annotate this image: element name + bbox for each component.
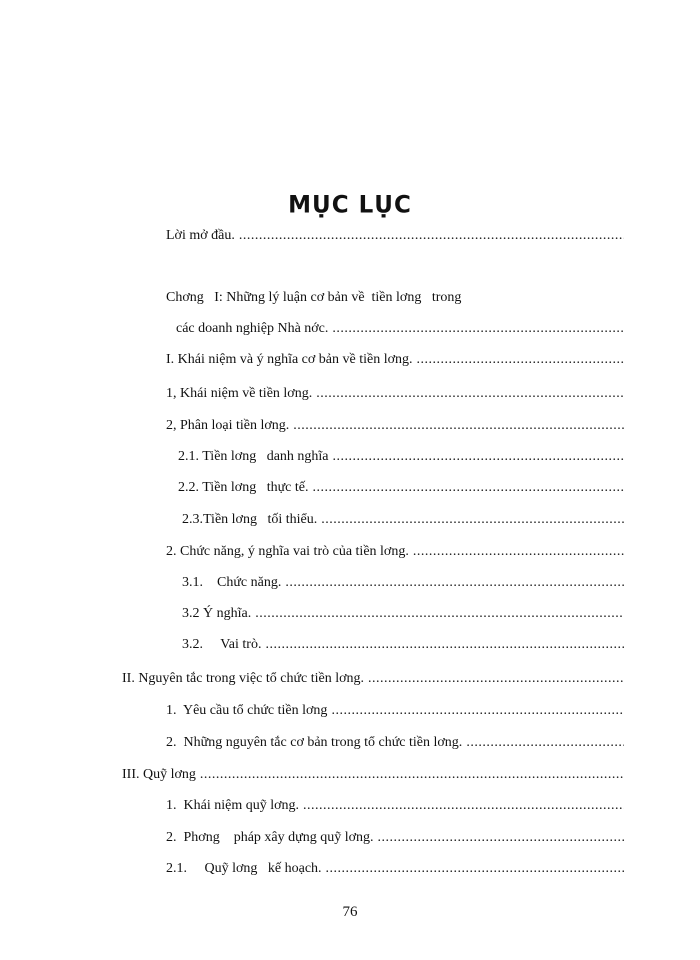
toc-entry bbox=[166, 417, 624, 435]
toc-entry bbox=[122, 670, 624, 688]
toc-entry-label: 2. Chức năng, ý nghĩa vai trò của tiền lơng. bbox=[166, 544, 409, 559]
toc-entry bbox=[166, 860, 624, 878]
toc-leader-dots bbox=[333, 448, 624, 466]
toc-leader-dots bbox=[332, 320, 624, 338]
toc-entry-intro bbox=[166, 227, 624, 245]
page-title: MỤC LỤC bbox=[288, 191, 412, 219]
toc-entry-label: 2.3.Tiền lơng tối thiểu. bbox=[182, 512, 318, 527]
toc-entry bbox=[166, 829, 624, 847]
toc-entry-chapter bbox=[176, 320, 624, 338]
toc-leader-dots bbox=[313, 479, 625, 497]
toc-entry bbox=[182, 636, 624, 654]
toc-entry-label: III. Quỹ lơng bbox=[122, 767, 196, 782]
toc-entry bbox=[166, 734, 624, 752]
chapter-heading-line1: Chơng I: Những lý luận cơ bản về tiền lơng trong bbox=[166, 290, 462, 305]
toc-leader-dots bbox=[303, 797, 624, 815]
toc-entry-label: 3.2. Vai trò. bbox=[182, 637, 262, 652]
toc-entry-label: 1. Khái niệm quỹ lơng. bbox=[166, 798, 299, 813]
page-number: 76 bbox=[342, 904, 358, 920]
toc-entry bbox=[182, 605, 624, 623]
toc-entry bbox=[182, 511, 624, 529]
toc-leader-dots bbox=[417, 351, 624, 369]
toc-entry-label: 3.2 Ý nghĩa. bbox=[182, 606, 252, 621]
toc-leader-dots bbox=[239, 227, 624, 245]
toc-entry bbox=[166, 351, 624, 369]
toc-entry bbox=[166, 797, 624, 815]
toc-leader-dots bbox=[378, 829, 625, 847]
toc-entry-label: 3.1. Chức năng. bbox=[182, 575, 282, 590]
toc-leader-dots bbox=[255, 605, 624, 623]
toc-entry-label: 2.1. Quỹ lơng kế hoạch. bbox=[166, 861, 322, 876]
toc-entry-label: I. Khái niệm và ý nghĩa cơ bản về tiền lơng. bbox=[166, 352, 413, 367]
toc-leader-dots bbox=[326, 860, 624, 878]
toc-entry-label: 1. Yêu cầu tổ chức tiền lơng bbox=[166, 703, 328, 718]
toc-leader-dots bbox=[331, 702, 624, 720]
toc-leader-dots bbox=[265, 636, 624, 654]
toc-leader-dots bbox=[200, 766, 624, 784]
toc-entry bbox=[122, 766, 624, 784]
toc-leader-dots bbox=[413, 543, 624, 561]
toc-entry-label: 2. Những nguyên tắc cơ bản trong tổ chức tiền lơng. bbox=[166, 735, 463, 750]
toc-entry bbox=[166, 385, 624, 403]
toc-entry-label: II. Nguyên tắc trong việc tổ chức tiền lơng. bbox=[122, 671, 365, 686]
toc-entry bbox=[182, 574, 624, 592]
toc-entry bbox=[166, 543, 624, 561]
toc-leader-dots bbox=[293, 417, 624, 435]
toc-entry-label: các doanh nghiệp Nhà nớc. bbox=[176, 321, 329, 336]
toc-entry bbox=[178, 479, 624, 497]
toc-leader-dots bbox=[316, 385, 624, 403]
toc-entry-label: 2. Phơng pháp xây dựng quỹ lơng. bbox=[166, 830, 374, 845]
toc-entry bbox=[166, 702, 624, 720]
toc-entry bbox=[178, 448, 624, 466]
toc-leader-dots bbox=[321, 511, 624, 529]
toc-entry-label: 1, Khái niệm về tiền lơng. bbox=[166, 386, 313, 401]
toc-entry-label: 2.1. Tiền lơng danh nghĩa bbox=[178, 449, 329, 464]
toc-entry-label: Lời mở đầu. bbox=[166, 228, 235, 243]
toc-leader-dots bbox=[368, 670, 624, 688]
toc-entry-label: 2, Phân loại tiền lơng. bbox=[166, 418, 290, 433]
toc-leader-dots bbox=[466, 734, 624, 752]
toc-entry-label: 2.2. Tiền lơng thực tế. bbox=[178, 480, 309, 495]
toc-leader-dots bbox=[285, 574, 624, 592]
